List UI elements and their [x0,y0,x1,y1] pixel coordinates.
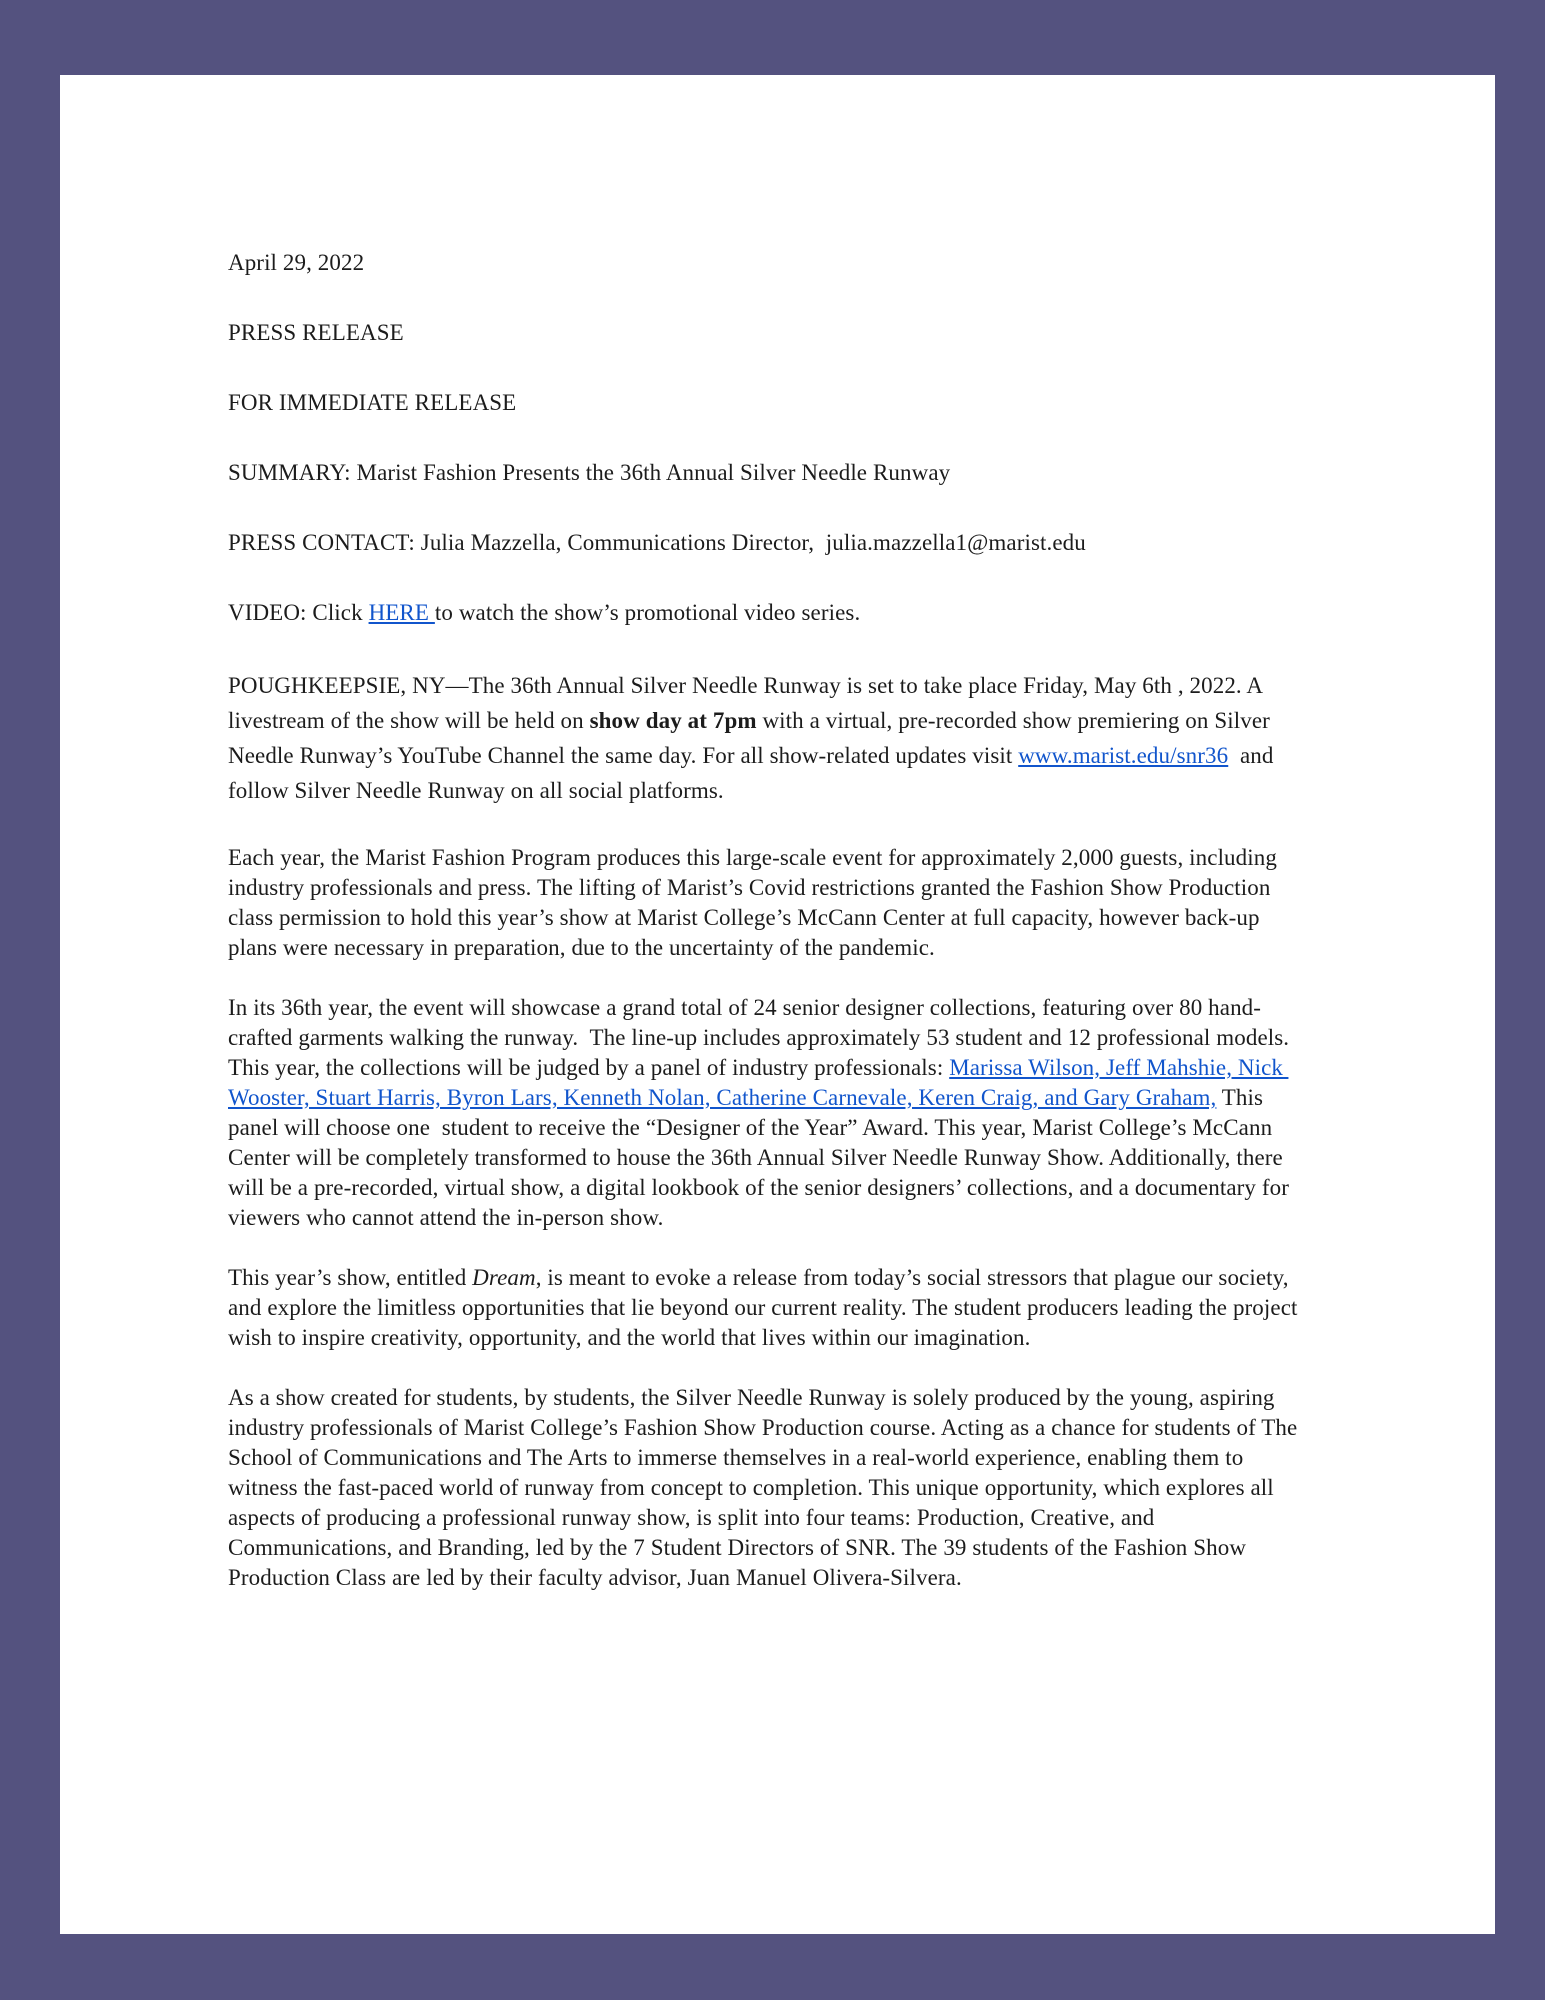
press-release-page [60,75,1495,1934]
text-run: Dream [472,1265,536,1290]
video-line [228,598,1303,628]
text-run: show day at 7pm [589,708,757,733]
text-run: FOR IMMEDIATE RELEASE [228,390,517,415]
text-run: This panel will choose one student to receive the “Designer of the Year” Award. This year, Marist College’s McCann Center will be completely transformed to house the 36th Annual Silver Needle Runway Show. Additionally, there will be a pre-recorded, virtual show, a digital lookbook of the senior designers’ collections, and a documentary for viewers who cannot attend the in-person show. [228,1085,1295,1230]
dream-theme-paragraph [228,1263,1303,1353]
text-run: As a show created for students, by students, the Silver Needle Runway is solely produced by the young, aspiring industry professionals of Marist College’s Fashion Show Production course. Acting as a chance for students of The School of Communications and The Arts to immerse themselves in a real-world experience, enabling them to witness the fast-paced world of runway from concept to completion. This unique opportunity, which explores all aspects of producing a professional runway show, is split into four teams: Production, Creative, and Communications, and Branding, led by the 7 Student Directors of SNR. The 39 students of the Fashion Show Production Class are led by their faculty advisor, Juan Manuel Olivera-Silvera. [228,1385,1304,1590]
text-run: to watch the show’s promotional video series. [434,600,861,625]
intro-paragraph [228,668,1303,808]
for-immediate-release-label [228,388,1303,418]
press-release-label [228,318,1303,348]
paragraphs-container [228,248,1303,1593]
text-run: POUGHKEEPSIE, NY—The 36th Annual Silver Needle Runway is set to take place Friday, May 6th , 2022. A livestream of the show will be held on [228,673,1268,733]
text-run: SUMMARY: Marist Fashion Presents the 36th Annual Silver Needle Runway [228,460,951,485]
text-run: PRESS CONTACT: Julia Mazzella, Communications Director, julia.mazzella1@marist.edu [228,530,1086,555]
press-contact-line [228,528,1303,558]
text-run: VIDEO: Click [228,600,369,625]
text-run: In its 36th year, the event will showcase a grand total of 24 senior designer collections, featuring over 80 hand-crafted garments walking the runway. The line-up includes approximately 53 student and 12 professional models. This year, the collections will be judged by a panel of industry professionals: [228,995,1295,1080]
snr36-link[interactable]: www.marist.edu/snr36 [1018,743,1229,768]
text-run: April 29, 2022 [228,250,365,275]
text-run: and follow Silver Needle Runway on all social platforms. [228,743,1280,803]
students-production-paragraph [228,1383,1303,1593]
text-run: PRESS RELEASE [228,320,404,345]
text-run: , is meant to evoke a release from today’s social stressors that plague our society, and explore the limitless opportunities that lie beyond our current reality. The student producers leading the project wish to inspire creativity, opportunity, and the world that lives within our imagination. [228,1265,1304,1350]
date-line [228,248,1303,278]
showcase-paragraph [228,993,1303,1233]
text-run: Each year, the Marist Fashion Program produces this large-scale event for approximately 2,000 guests, including industry professionals and press. The lifting of Marist’s Covid restrictions granted the Fashion Show Production class permission to hold this year’s show at Marist College’s McCann Center at full capacity, however back-up plans were necessary in preparation, due to the uncertainty of the pandemic. [228,845,1283,960]
judges-panel-link[interactable]: Marissa Wilson, Jeff Mahshie, Nick Wooster, Stuart Harris, Byron Lars, Kenneth Nolan, Catherine Carnevale, Keren Craig, and Gary Graham, [228,1055,1289,1110]
each-year-paragraph [228,843,1303,963]
text-run: with a virtual, pre-recorded show premiering on Silver Needle Runway’s YouTube Channel the same day. For all show-related updates visit [228,708,1276,768]
video-here-link[interactable]: HERE [368,600,435,625]
summary-line [228,458,1303,488]
text-run: This year’s show, entitled [228,1265,473,1290]
